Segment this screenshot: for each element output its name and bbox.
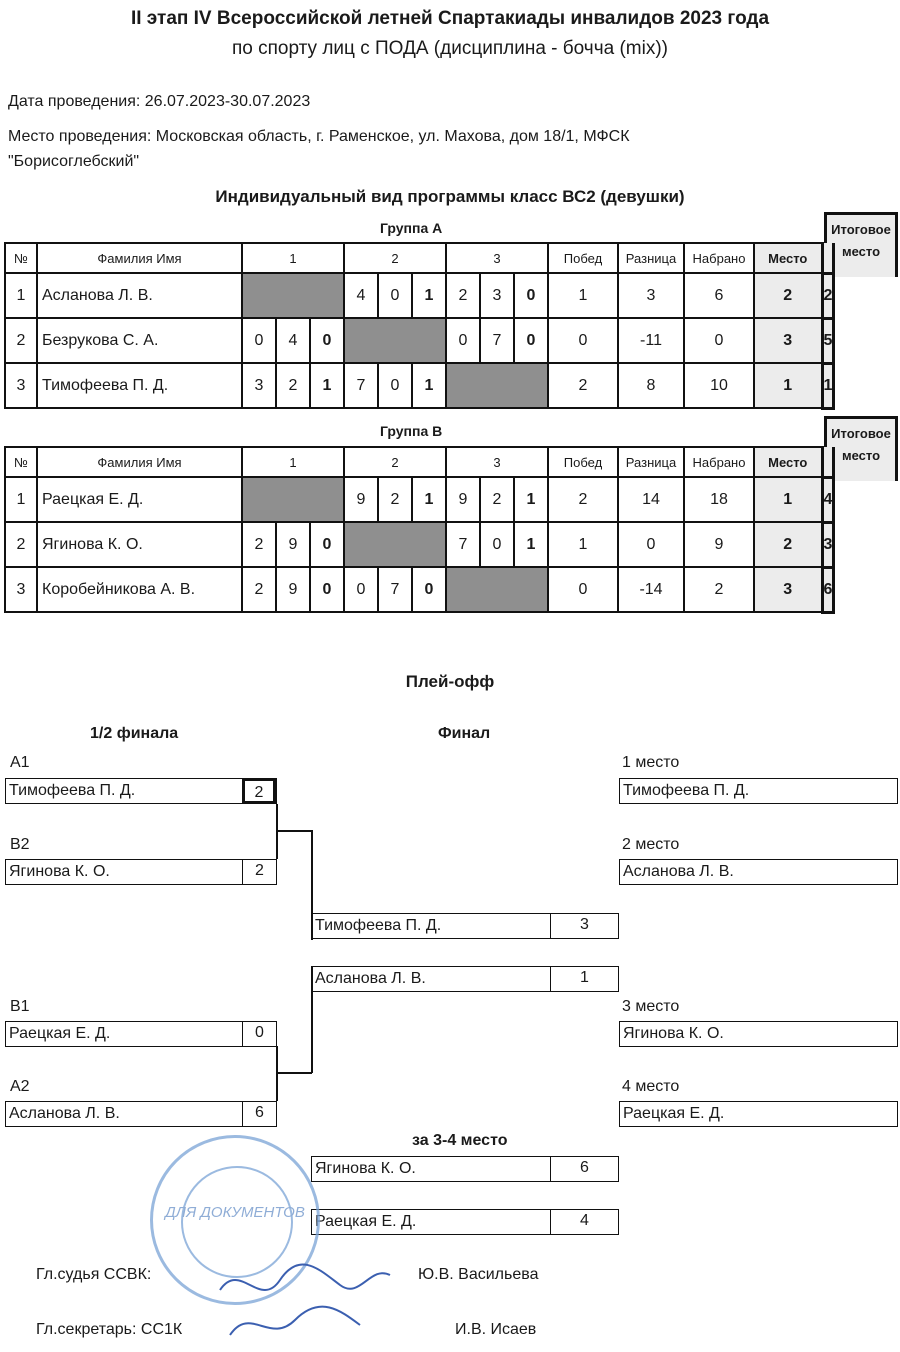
seed-a2: А2 bbox=[10, 1078, 30, 1095]
match-score-opponent: 0 bbox=[378, 273, 412, 318]
table-row bbox=[5, 567, 834, 612]
diff-cell: 14 bbox=[618, 477, 684, 522]
player-name: Ягинова К. О. bbox=[37, 522, 242, 567]
column-header-c1: 1 bbox=[242, 447, 344, 477]
match-score-own: 7 bbox=[446, 522, 480, 567]
scored-cell: 10 bbox=[684, 363, 754, 408]
result-name-3: Ягинова К. О. bbox=[623, 1025, 724, 1042]
scored-cell: 0 bbox=[684, 318, 754, 363]
wins-cell: 0 bbox=[548, 318, 618, 363]
match-points: 1 bbox=[412, 477, 446, 522]
bracket-line bbox=[276, 804, 278, 859]
wins-cell: 1 bbox=[548, 522, 618, 567]
semi-slot-4 bbox=[5, 1101, 277, 1127]
table-row bbox=[5, 363, 834, 408]
match-score-opponent: 7 bbox=[480, 318, 514, 363]
column-header-wins: Побед bbox=[548, 243, 618, 273]
wins-cell: 1 bbox=[548, 273, 618, 318]
event-place-line2: "Борисоглебский" bbox=[8, 153, 140, 170]
diff-cell: 8 bbox=[618, 363, 684, 408]
final-place-header: Итоговое место bbox=[824, 416, 898, 481]
event-place-line1: Место проведения: Московская область, г. Раменское, ул. Махова, дом 18/1, МФСК bbox=[8, 128, 630, 145]
seed-b1: В1 bbox=[10, 998, 30, 1015]
match-score-opponent: 0 bbox=[480, 522, 514, 567]
column-header-diff: Разница bbox=[618, 447, 684, 477]
final-place-cell: 1 bbox=[822, 363, 834, 408]
result-label-3: 3 место bbox=[622, 998, 680, 1015]
bracket-line bbox=[276, 1072, 312, 1074]
page-title: II этап IV Всероссийской летней Спартакиады инвалидов 2023 года bbox=[130, 8, 770, 29]
player-name: Безрукова С. А. bbox=[37, 318, 242, 363]
semi-slot-2 bbox=[5, 859, 277, 885]
third-slot-2 bbox=[311, 1209, 619, 1235]
match-score-own: 0 bbox=[344, 567, 378, 612]
final-slot-2 bbox=[311, 966, 619, 992]
semi-name-3: Раецкая Е. Д. bbox=[9, 1025, 111, 1042]
match-score-own: 2 bbox=[446, 273, 480, 318]
final-place-cell: 2 bbox=[822, 273, 834, 318]
self-match-cell bbox=[242, 273, 344, 318]
match-score-opponent: 2 bbox=[276, 363, 310, 408]
player-name: Раецкая Е. Д. bbox=[37, 477, 242, 522]
player-name: Тимофеева П. Д. bbox=[37, 363, 242, 408]
result-name-1: Тимофеева П. Д. bbox=[623, 782, 750, 799]
secretary-name: И.В. Исаев bbox=[455, 1321, 537, 1338]
column-header-scored: Набрано bbox=[684, 243, 754, 273]
wins-cell: 2 bbox=[548, 363, 618, 408]
match-points: 0 bbox=[310, 318, 344, 363]
match-score-own: 2 bbox=[242, 567, 276, 612]
match-score-opponent: 4 bbox=[276, 318, 310, 363]
group-table bbox=[4, 242, 835, 410]
page-subtitle: по спорту лиц с ПОДА (дисциплина - бочча (mix)) bbox=[232, 38, 668, 59]
table-row bbox=[5, 273, 834, 318]
row-number: 2 bbox=[5, 522, 37, 567]
self-match-cell bbox=[344, 318, 446, 363]
result-name-2: Асланова Л. В. bbox=[623, 863, 734, 880]
scored-cell: 18 bbox=[684, 477, 754, 522]
group-label: Группа В bbox=[380, 423, 443, 439]
final-name-2: Асланова Л. В. bbox=[315, 970, 426, 987]
semis-label: 1/2 финала bbox=[90, 725, 179, 742]
third-name-1: Ягинова К. О. bbox=[315, 1160, 416, 1177]
match-points: 1 bbox=[514, 477, 548, 522]
place-cell: 1 bbox=[754, 363, 822, 408]
semi-name-4: Асланова Л. В. bbox=[9, 1105, 120, 1122]
column-header-num: № bbox=[5, 447, 37, 477]
wins-cell: 0 bbox=[548, 567, 618, 612]
third-name-2: Раецкая Е. Д. bbox=[315, 1213, 417, 1230]
result-slot-3 bbox=[619, 1021, 898, 1047]
seed-a1: А1 bbox=[10, 754, 30, 771]
match-score-own: 4 bbox=[344, 273, 378, 318]
place-cell: 2 bbox=[754, 522, 822, 567]
row-number: 1 bbox=[5, 477, 37, 522]
semi-name-1: Тимофеева П. Д. bbox=[9, 782, 136, 799]
match-points: 1 bbox=[412, 363, 446, 408]
section-title: Индивидуальный вид программы класс ВС2 (девушки) bbox=[215, 187, 685, 206]
third-score-1: 6 bbox=[550, 1156, 618, 1182]
third-score-2: 4 bbox=[550, 1209, 618, 1235]
bracket-line bbox=[276, 1046, 278, 1101]
place-cell: 3 bbox=[754, 567, 822, 612]
final-place-cell: 4 bbox=[822, 477, 834, 522]
match-points: 1 bbox=[310, 363, 344, 408]
diff-cell: -11 bbox=[618, 318, 684, 363]
final-score-2: 1 bbox=[550, 966, 618, 992]
result-label-1: 1 место bbox=[622, 754, 680, 771]
final-slot-1 bbox=[311, 913, 619, 939]
third-place-label: за 3-4 место bbox=[412, 1132, 508, 1149]
final-label: Финал bbox=[438, 725, 491, 742]
column-header-c2: 2 bbox=[344, 447, 446, 477]
match-score-own: 3 bbox=[242, 363, 276, 408]
match-score-own: 9 bbox=[446, 477, 480, 522]
match-points: 0 bbox=[310, 522, 344, 567]
match-score-own: 0 bbox=[242, 318, 276, 363]
event-date: Дата проведения: 26.07.2023-30.07.2023 bbox=[8, 93, 311, 110]
match-score-own: 7 bbox=[344, 363, 378, 408]
match-score-opponent: 2 bbox=[378, 477, 412, 522]
column-header-c3: 3 bbox=[446, 447, 548, 477]
result-slot-4 bbox=[619, 1101, 898, 1127]
column-header-c2: 2 bbox=[344, 243, 446, 273]
seed-b2: В2 bbox=[10, 836, 30, 853]
match-score-own: 9 bbox=[344, 477, 378, 522]
judge-name: Ю.В. Васильева bbox=[418, 1266, 539, 1283]
row-number: 1 bbox=[5, 273, 37, 318]
group-table bbox=[4, 446, 835, 614]
final-place-cell: 5 bbox=[822, 318, 834, 363]
match-points: 1 bbox=[514, 522, 548, 567]
match-points: 0 bbox=[310, 567, 344, 612]
match-score-own: 2 bbox=[242, 522, 276, 567]
diff-cell: 0 bbox=[618, 522, 684, 567]
column-header-place: Место bbox=[754, 243, 822, 273]
final-name-1: Тимофеева П. Д. bbox=[315, 917, 442, 934]
place-cell: 2 bbox=[754, 273, 822, 318]
place-cell: 3 bbox=[754, 318, 822, 363]
player-name: Коробейникова А. В. bbox=[37, 567, 242, 612]
judge-role: Гл.судья ССВК: bbox=[36, 1266, 152, 1283]
match-points: 0 bbox=[514, 273, 548, 318]
semi-score-4: 6 bbox=[242, 1101, 276, 1127]
match-score-own: 0 bbox=[446, 318, 480, 363]
match-points: 1 bbox=[412, 273, 446, 318]
match-score-opponent: 2 bbox=[480, 477, 514, 522]
row-number: 3 bbox=[5, 363, 37, 408]
self-match-cell bbox=[446, 567, 548, 612]
result-slot-2 bbox=[619, 859, 898, 885]
scored-cell: 2 bbox=[684, 567, 754, 612]
table-row bbox=[5, 318, 834, 363]
result-slot-1 bbox=[619, 778, 898, 804]
column-header-diff: Разница bbox=[618, 243, 684, 273]
row-number: 2 bbox=[5, 318, 37, 363]
semi-slot-1 bbox=[5, 778, 277, 804]
diff-cell: 3 bbox=[618, 273, 684, 318]
column-header-num: № bbox=[5, 243, 37, 273]
final-place-cell: 3 bbox=[822, 522, 834, 567]
semi-score-1: 2 bbox=[242, 778, 276, 804]
self-match-cell bbox=[446, 363, 548, 408]
final-place-header-cell bbox=[822, 447, 834, 477]
result-label-4: 4 место bbox=[622, 1078, 680, 1095]
self-match-cell bbox=[344, 522, 446, 567]
result-label-2: 2 место bbox=[622, 836, 680, 853]
match-score-opponent: 0 bbox=[378, 363, 412, 408]
table-row bbox=[5, 477, 834, 522]
column-header-c1: 1 bbox=[242, 243, 344, 273]
final-place-header-cell bbox=[822, 243, 834, 273]
column-header-c3: 3 bbox=[446, 243, 548, 273]
scored-cell: 6 bbox=[684, 273, 754, 318]
final-place-cell: 6 bbox=[822, 567, 834, 612]
scored-cell: 9 bbox=[684, 522, 754, 567]
diff-cell: -14 bbox=[618, 567, 684, 612]
semi-name-2: Ягинова К. О. bbox=[9, 863, 110, 880]
column-header-name: Фамилия Имя bbox=[37, 447, 242, 477]
player-name: Асланова Л. В. bbox=[37, 273, 242, 318]
match-score-opponent: 9 bbox=[276, 567, 310, 612]
third-slot-1 bbox=[311, 1156, 619, 1182]
column-header-place: Место bbox=[754, 447, 822, 477]
secretary-role: Гл.секретарь: СС1К bbox=[36, 1321, 183, 1338]
signature-scribble bbox=[200, 1250, 400, 1350]
semi-score-3: 0 bbox=[242, 1021, 276, 1047]
row-number: 3 bbox=[5, 567, 37, 612]
column-header-scored: Набрано bbox=[684, 447, 754, 477]
place-cell: 1 bbox=[754, 477, 822, 522]
column-header-name: Фамилия Имя bbox=[37, 243, 242, 273]
playoff-title: Плей-офф bbox=[405, 672, 495, 691]
match-score-opponent: 3 bbox=[480, 273, 514, 318]
bracket-line bbox=[276, 830, 312, 832]
stamp-text: ДЛЯ ДОКУМЕНТОВ bbox=[165, 1204, 305, 1221]
result-name-4: Раецкая Е. Д. bbox=[623, 1105, 725, 1122]
column-header-wins: Побед bbox=[548, 447, 618, 477]
self-match-cell bbox=[242, 477, 344, 522]
final-place-header: Итоговое место bbox=[824, 212, 898, 277]
match-score-opponent: 9 bbox=[276, 522, 310, 567]
match-points: 0 bbox=[514, 318, 548, 363]
group-label: Группа А bbox=[380, 220, 443, 236]
table-row bbox=[5, 522, 834, 567]
semi-slot-3 bbox=[5, 1021, 277, 1047]
match-score-opponent: 7 bbox=[378, 567, 412, 612]
match-points: 0 bbox=[412, 567, 446, 612]
semi-score-2: 2 bbox=[242, 859, 276, 885]
final-score-1: 3 bbox=[550, 913, 618, 939]
wins-cell: 2 bbox=[548, 477, 618, 522]
